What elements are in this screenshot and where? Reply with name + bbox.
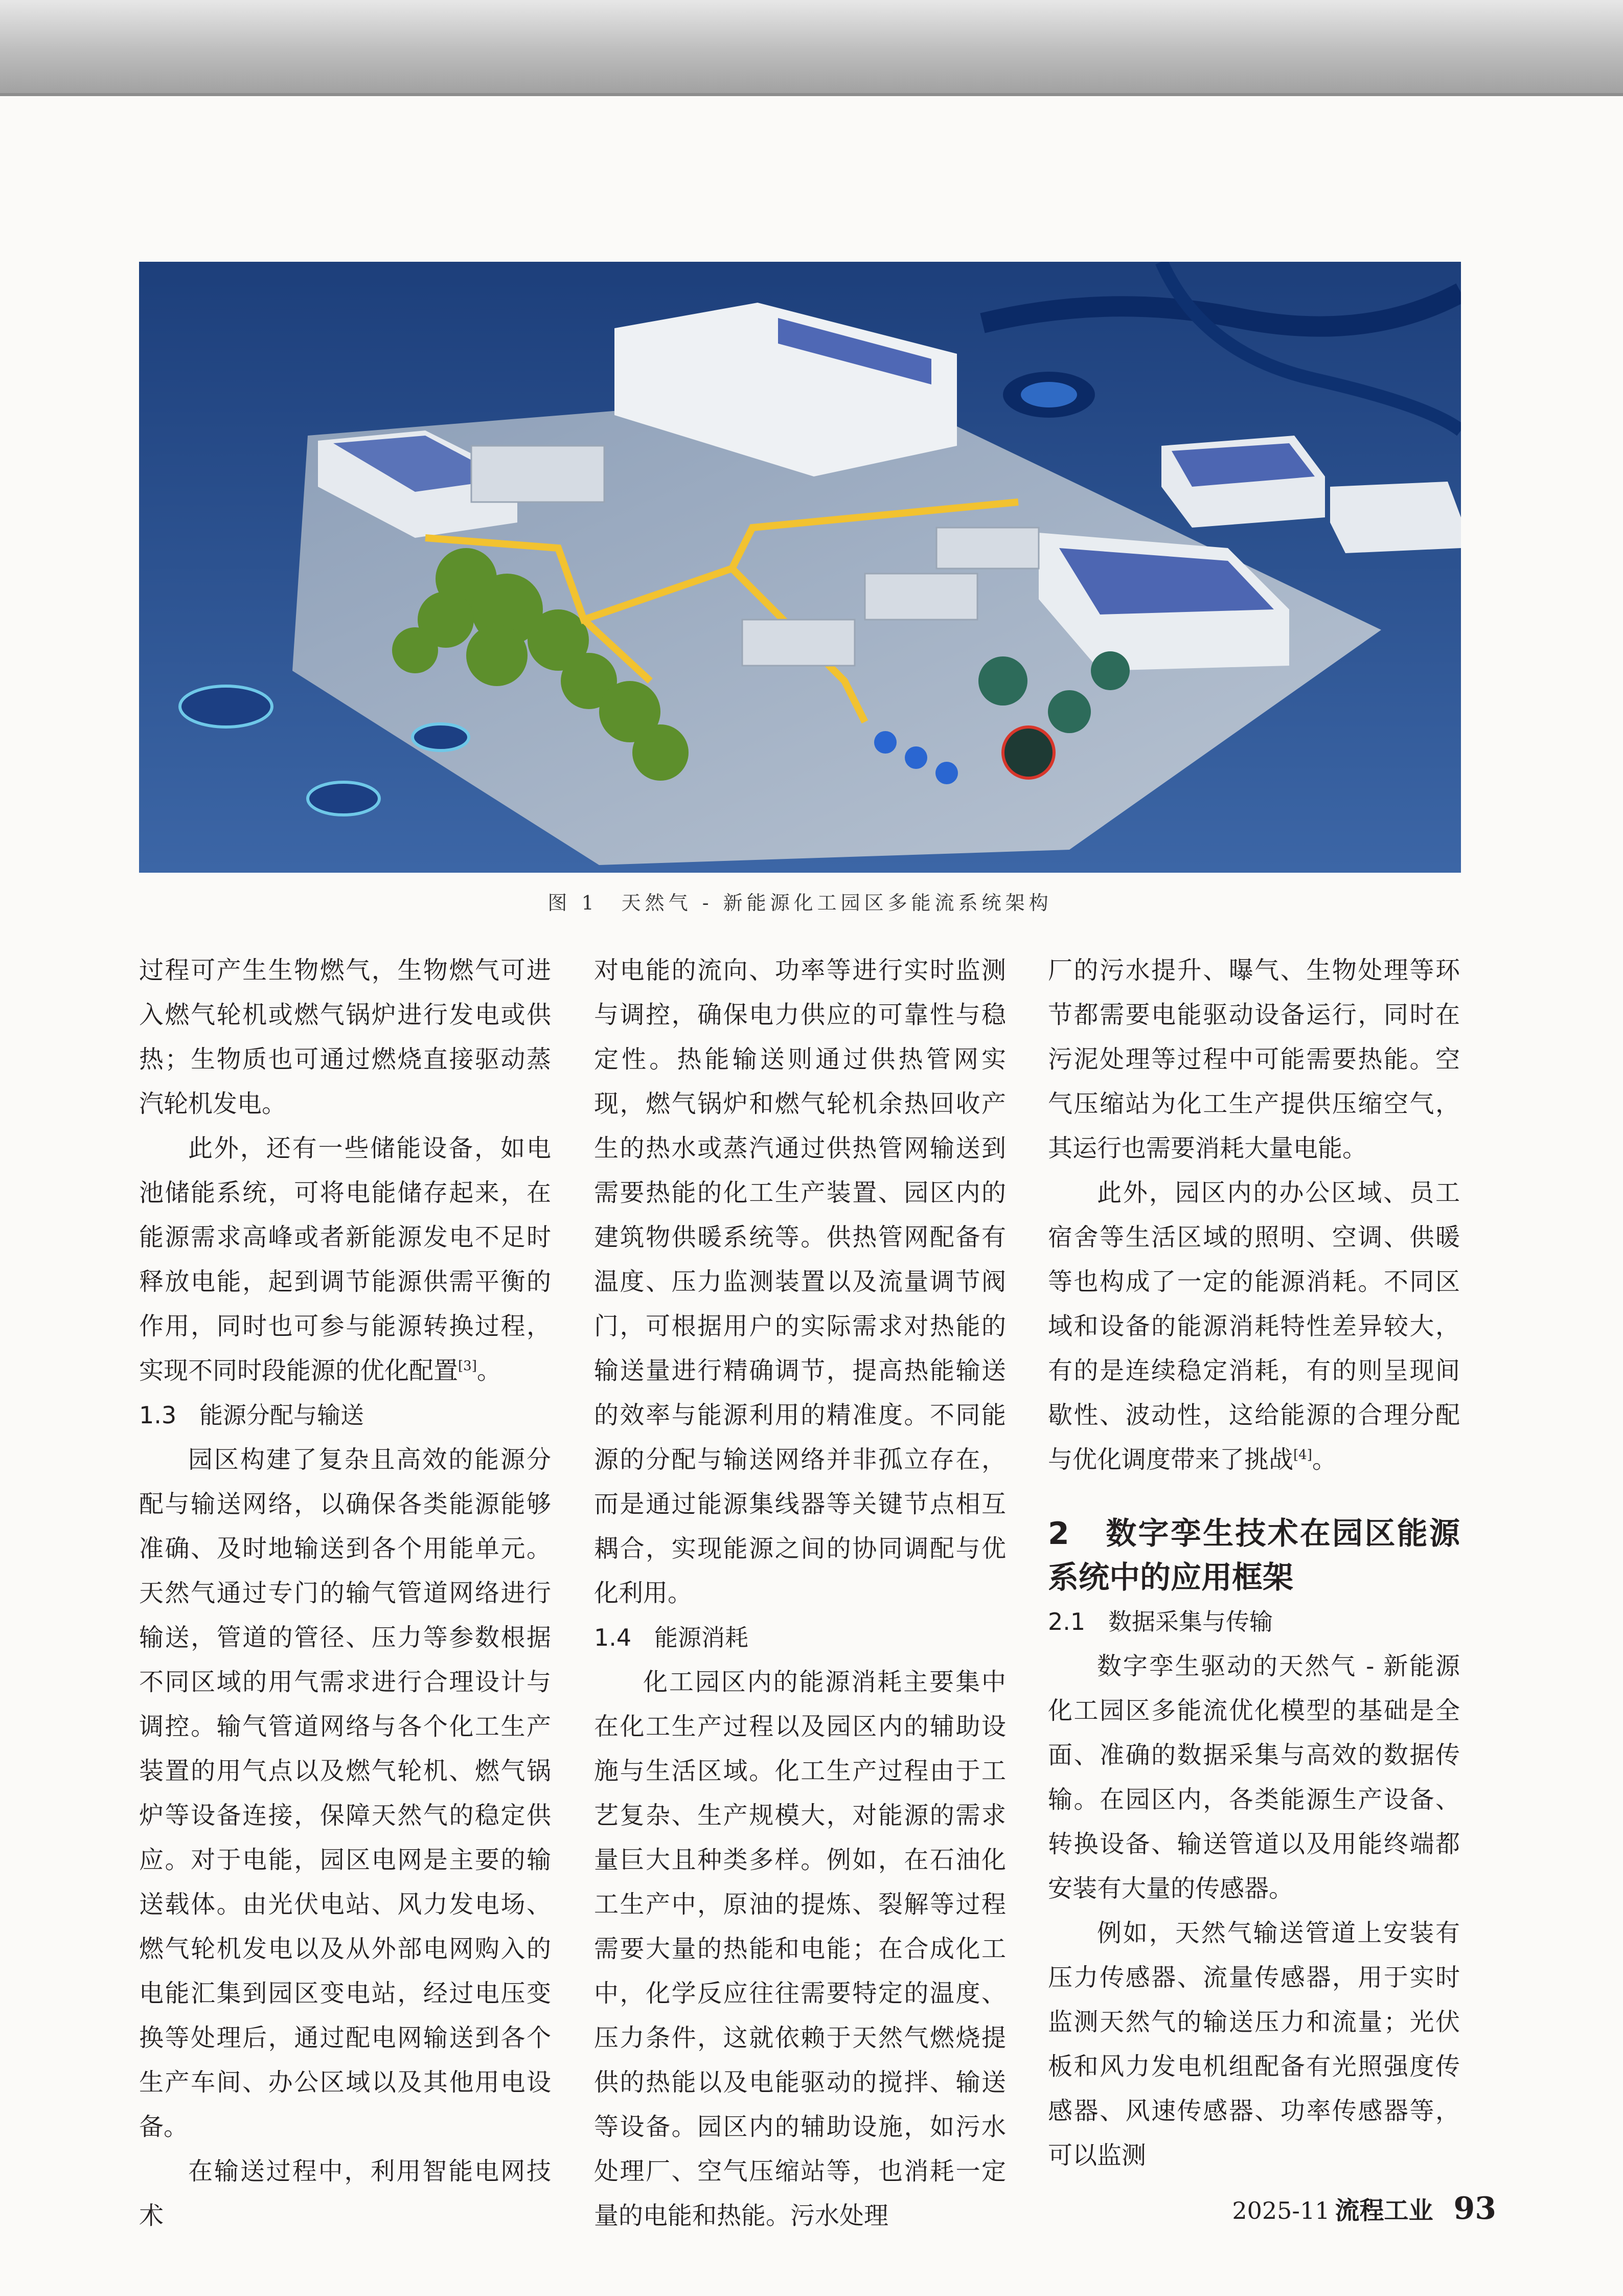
paragraph-text: 此外，还有一些储能设备，如电池储能系统，可将电能储存起来，在能源需求高峰或者新能源发电不足时释放电能，起到调节能源供需平衡的作用，同时也可参与能源转换过程，实现不同时段能源的优化配置 [139, 1134, 551, 1385]
section-title: 能源分配与输送 [199, 1401, 364, 1429]
issue-number: 2025-11 [1232, 2197, 1330, 2224]
text-column-1 [139, 948, 551, 2238]
section-title: 能源消耗 [654, 1624, 748, 1651]
paragraph: 对电能的流向、功率等进行实时监测与调控，确保电力供应的可靠性与稳定性。热能输送则通过供热管网实现，燃气锅炉和燃气轮机余热回收产生的热水或蒸汽通过供热管网输送到需要热能的化工生产装置、园区内的建筑物供暖系统等。供热管网配备有温度、压力监测装置以及流量调节阀门，可根据用户的实际需求对热能的输送量进行精确调节，提高热能输送的效率与能源利用的精准度。不同能源的分配与输送网络并非孤立存在，而是通过能源集线器等关键节点相互耦合，实现能源之间的协同调配与优化利用。 [594, 956, 1006, 1607]
paragraph-end: 。 [476, 1356, 501, 1385]
text-column-2 [594, 948, 1006, 2238]
section-title: 数据采集与传输 [1108, 1608, 1273, 1635]
section-heading-1-4 [594, 1616, 1006, 1660]
page-footer [1232, 2191, 1496, 2226]
section-heading-1-3 [139, 1393, 551, 1438]
section-number: 2.1 [1048, 1608, 1086, 1635]
paragraph [1048, 1171, 1460, 1482]
page-number: 93 [1453, 2191, 1496, 2226]
paragraph: 过程可产生生物燃气，生物燃气可进入燃气轮机或燃气锅炉进行发电或供热；生物质也可通过燃烧直接驱动蒸汽轮机发电。 [139, 956, 551, 1118]
section-title: 数字孪生技术在园区能源系统中的应用框架 [1048, 1516, 1460, 1596]
section-heading-2-1 [1048, 1600, 1460, 1644]
citation-ref: [4] [1293, 1447, 1312, 1463]
section-number: 2 [1048, 1516, 1069, 1552]
paragraph-end: 。 [1312, 1445, 1337, 1474]
citation-ref: [3] [458, 1358, 477, 1374]
page-header-bar [0, 0, 1623, 96]
paragraph: 例如，天然气输送管道上安装有压力传感器、流量传感器，用于实时监测天然气的输送压力和流量；光伏板和风力发电机组配备有光照强度传感器、风速传感器、功率传感器等，可以监测 [1048, 1919, 1460, 2170]
journal-name: 流程工业 [1335, 2196, 1433, 2225]
paragraph: 化工园区内的能源消耗主要集中在化工生产过程以及园区内的辅助设施与生活区域。化工生产过程由于工艺复杂、生产规模大，对能源的需求量巨大且种类多样。例如，在石油化工生产中，原油的提炼、裂解等过程需要大量的热能和电能；在合成化工中，化学反应往往需要特定的温度、压力条件，这就依赖于天然气燃烧提供的热能以及电能驱动的搅拌、输送等设备。园区内的辅助设施，如污水处理厂、空气压缩站等，也消耗一定量的电能和热能。污水处理 [594, 1668, 1006, 2230]
figure-1-park-rendering [139, 262, 1461, 873]
paragraph: 在输送过程中，利用智能电网技术 [139, 2157, 551, 2230]
figure-caption: 图 1 天然气 - 新能源化工园区多能流系统架构 [547, 892, 1053, 914]
section-number: 1.4 [594, 1624, 632, 1651]
paragraph-text: 此外，园区内的办公区域、员工宿舍等生活区域的照明、空调、供暖等也构成了一定的能源消耗。不同区域和设备的能源消耗特性差异较大，有的是连续稳定消耗，有的则呈现间歇性、波动性，这给能源的合理分配与优化调度带来了挑战 [1048, 1178, 1460, 1474]
paragraph: 园区构建了复杂且高效的能源分配与输送网络，以确保各类能源能够准确、及时地输送到各个用能单元。天然气通过专门的输气管道网络进行输送，管道的管径、压力等参数根据不同区域的用气需求进行合理设计与调控。输气管道网络与各个化工生产装置的用气点以及燃气轮机、燃气锅炉等设备连接，保障天然气的稳定供应。对于电能，园区电网是主要的输送载体。由光伏电站、风力发电场、燃气轮机发电以及从外部电网购入的电能汇集到园区变电站，经过电压变换等处理后，通过配电网输送到各个生产车间、办公区域以及其他用电设备。 [139, 1445, 551, 2141]
paragraph: 数字孪生驱动的天然气 - 新能源化工园区多能流优化模型的基础是全面、准确的数据采集与高效的数据传输。在园区内，各类能源生产设备、转换设备、输送管道以及用能终端都安装有大量的传感器。 [1048, 1652, 1460, 1903]
paragraph [139, 1126, 551, 1393]
text-column-3 [1048, 948, 1460, 2178]
section-heading-2 [1048, 1512, 1460, 1600]
paragraph: 厂的污水提升、曝气、生物处理等环节都需要电能驱动设备运行，同时在污泥处理等过程中可能需要热能。空气压缩站为化工生产提供压缩空气，其运行也需要消耗大量电能。 [1048, 956, 1460, 1163]
section-number: 1.3 [139, 1401, 177, 1429]
